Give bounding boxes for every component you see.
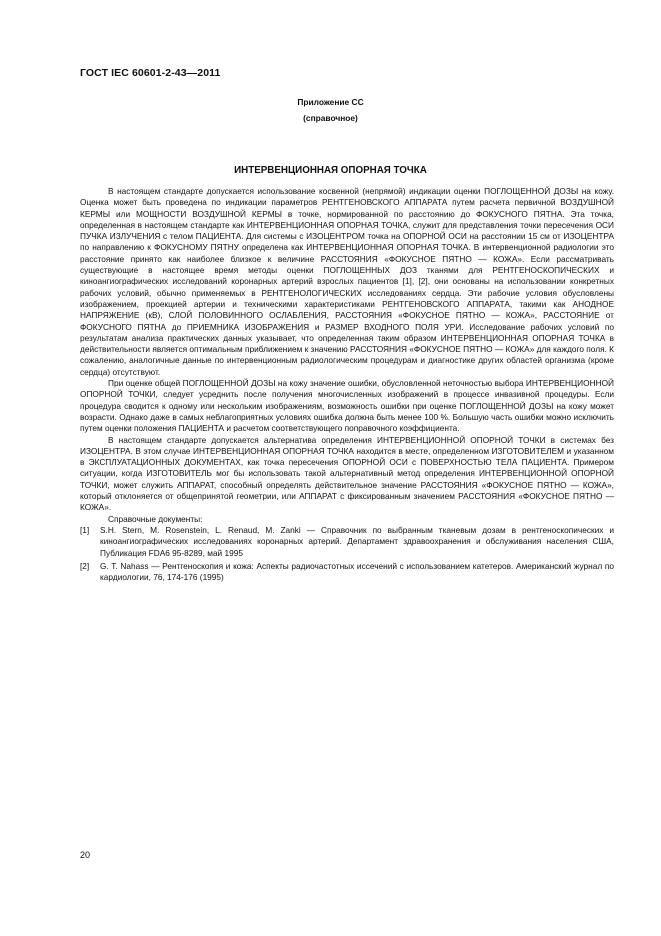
paragraph-3: В настоящем стандарте допускается альтернатива определения ИНТЕРВЕНЦИОННОЙ ОПОРНОЙ ТОЧКИ в системах без ИЗОЦЕНТРА. В этом случае ИНТЕРВЕНЦИОННАЯ ОПОРНАЯ ТОЧКА находится в месте, определенном ИЗГОТОВИТЕЛЕМ и указанном в ЭКСПЛУАТАЦИОННЫХ ДОКУМЕНТАХ, как точка пересечения ОПОРНОЙ ОСИ с ПОВЕРХНОСТЬЮ ТЕЛА ПАЦИЕНТА. Примером ситуации, когда ИЗГОТОВИТЕЛЬ мог бы использовать такой альтернативный метод определения ИНТЕРВЕНЦИОННОЙ ОПОРНОЙ ТОЧКИ, может служить АППАРАТ, способный определять действительное значение РАССТОЯНИЯ «ФОКУСНОЕ ПЯТНО — КОЖА», который отклоняется от общепринятой геометрии, или АППАРАТ с фиксированным значением РАССТОЯНИЯ «ФОКУСНОЕ ПЯТНО — КОЖА». xyxy=(80,434,614,513)
reference-text: G. T. Nahass — Рентгеноскопия и кожа: Аспекты радиочастотных иссечений с использованием катетеров. Американский журнал по кардиологии, 76, 174-176 (1995) xyxy=(100,560,614,583)
reference-number: [2] xyxy=(80,560,90,571)
annex-type: (справочное) xyxy=(303,113,358,123)
references-heading: Справочные документы: xyxy=(108,513,203,524)
section-title: ИНТЕРВЕНЦИОННАЯ ОПОРНАЯ ТОЧКА xyxy=(234,165,427,176)
annex-title: Приложение СС xyxy=(297,97,364,107)
reference-number: [1] xyxy=(80,524,90,535)
page-number: 20 xyxy=(80,850,91,860)
paragraph-1: В настоящем стандарте допускается использование косвенной (непрямой) индикации оценки ПОГЛОЩЕННОЙ ДОЗЫ на кожу. Оценка может быть проведена по индикации параметров РЕНТГЕНОВСКОГО АППАРАТА путем расчета первичной ВОЗДУШНОЙ КЕРМЫ или МОЩНОСТИ ВОЗДУШНОЙ КЕРМЫ в точке, нормированной по расстоянию до ФОКУСНОГО ПЯТНА. Эта точка, определенная в настоящем стандарте как ИНТЕРВЕНЦИОННАЯ ОПОРНАЯ ТОЧКА, служит для представления точки пересечения ОСИ ПУЧКА ИЗЛУЧЕНИЯ с телом ПАЦИЕНТА. Для системы с ИЗОЦЕНТРОМ точка на ОПОРНОЙ ОСИ на расстоянии 15 см от ИЗОЦЕНТРА по направлению к ФОКУСНОМУ ПЯТНУ определена как ИНТЕРВЕНЦИОННАЯ ОПОРНАЯ ТОЧКА. В интервенционной радиологии это расстояние принято как наиболее близкое к величине РАССТОЯНИЯ «ФОКУСНОЕ ПЯТНО — КОЖА». Если рассматривать существующие в настоящее время методы оценки ПОГЛОЩЕННЫХ ДОЗ тканями для РЕНТГЕНОСКОПИЧЕСКИХ и киноангиографических исследований коронарных артерий взрослых пациентов [1], [2], они основаны на использовании конкретных рабочих условий, обычно применяемых в РЕНТГЕНОЛОГИЧЕСКИХ исследованиях сердца. Эти рабочие условия обусловлены изображением, проекцией артерии и техническими характеристиками РЕНТГЕНОВСКОГО АППАРАТА, такими как АНОДНОЕ НАПРЯЖЕНИЕ (кВ), СЛОЙ ПОЛОВИННОГО ОСЛАБЛЕНИЯ, РАССТОЯНИЯ «ФОКУСНОЕ ПЯТНО — КОЖА», РАССТОЯНИЕ от ФОКУСНОГО ПЯТНА до ПРИЕМНИКА ИЗОБРАЖЕНИЯ и РАЗМЕР ВХОДНОГО ПОЛЯ УРИ. Исследование рабочих условий по результатам анализа практических данных указывает, что определенная таким образом ИНТЕРВЕНЦИОННАЯ ОПОРНАЯ ТОЧКА в действительности является оптимальным приближением к значению РАССТОЯНИЯ «ФОКУСНОЕ ПЯТНО — КОЖА» для каждого поля. К сожалению, аналогичные данные по интервенционным радиологическим процедурам и диагностике других областей организма (кроме сердца) отсутствуют. xyxy=(80,186,615,377)
standard-header: ГОСТ IEC 60601-2-43—2011 xyxy=(80,67,221,79)
reference-item xyxy=(80,561,614,584)
reference-text: S.H. Stern, M. Rosenstein, L. Renaud, M. Zanki — Справочник по выбранным тканевым дозам в рентгеноскопических и киноангиографических исследованиях коронарных артерий. Департамент здравоохранения и обслуживания населения США, Публикация FDA6 95-8289, май 1995 xyxy=(100,524,614,558)
paragraph-2: При оценке общей ПОГЛОЩЕННОЙ ДОЗЫ на кожу значение ошибки, обусловленной неточностью выбора ИНТЕРВЕНЦИОННОЙ ОПОРНОЙ ТОЧКИ, следует усреднить после получения многочисленных изображений в процессе инвазивной процедуры. Если процедура сводится к одному или нескольким изображениям, возможность ошибки при оценке ПОГЛОЩЕННОЙ ДОЗЫ на кожу может возрасти. Однако даже в самых неблагоприятных условиях ошибка должна быть менее 100 %. Большую часть ошибки можно исключить путем оценки положения ПАЦИЕНТА и расчетом соответствующего поправочного коэффициента. xyxy=(80,378,614,434)
document-body xyxy=(80,186,614,585)
reference-item xyxy=(80,525,614,559)
